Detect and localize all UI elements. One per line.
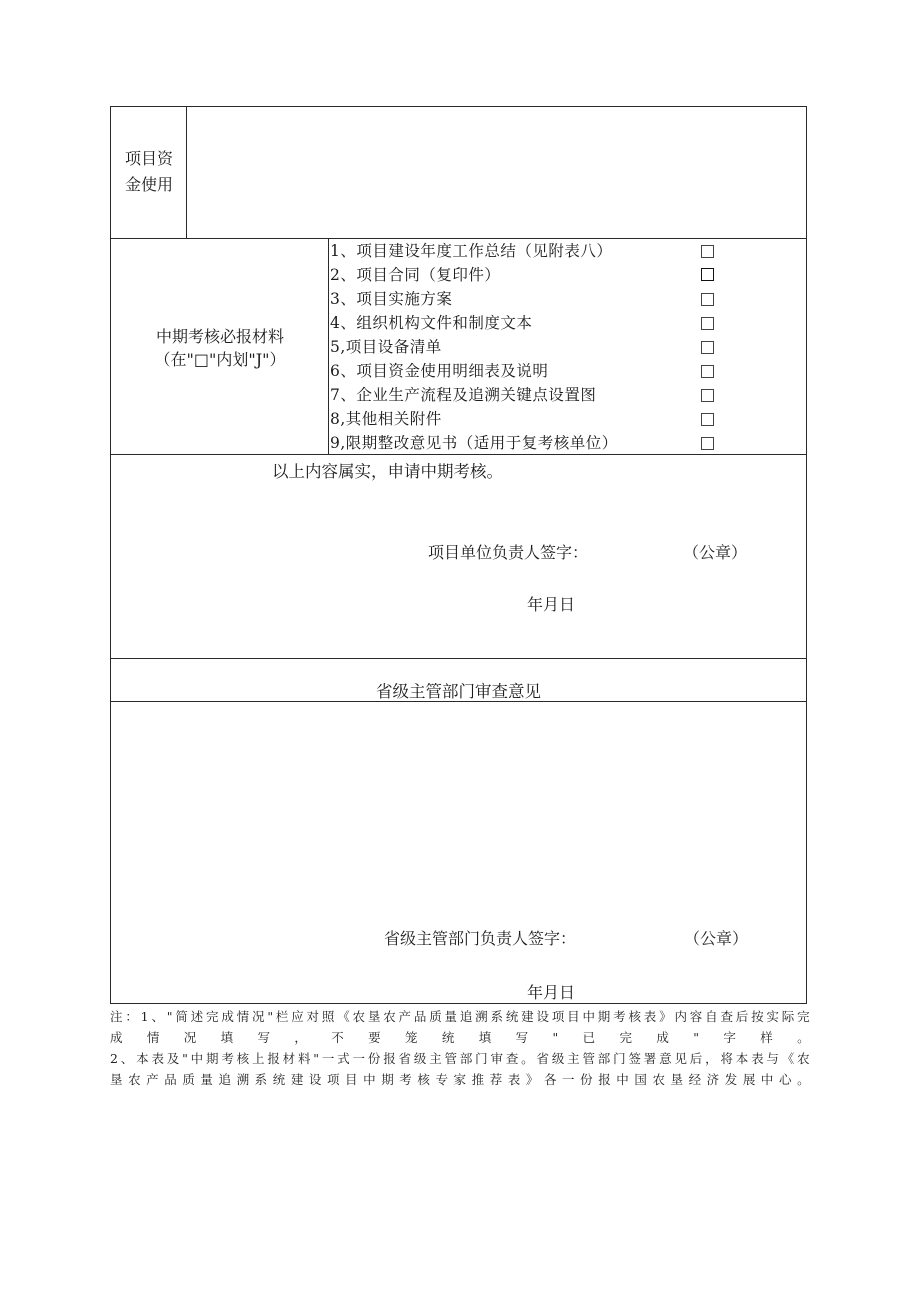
unit-signer-label: 项目单位负责人签字：: [428, 543, 589, 562]
material-item: 7、企业生产流程及追溯关键点设置图: [330, 386, 597, 404]
provincial-opinion-field[interactable]: [111, 702, 806, 922]
footnote-line: 垦农产品质量追溯系统建设项目中期考核专家推荐表》各一份报中国农垦经济发展中心。: [110, 1072, 810, 1087]
material-checkbox[interactable]: [701, 341, 714, 354]
fund-use-field[interactable]: [187, 107, 806, 238]
material-checkbox[interactable]: [701, 437, 714, 450]
provincial-review-heading: 省级主管部门审查意见: [376, 682, 541, 701]
material-checkbox[interactable]: [701, 245, 714, 258]
material-item: 5,项目设备清单: [330, 338, 442, 356]
material-checkbox[interactable]: [701, 268, 714, 281]
provincial-date-label: 年月日: [527, 983, 576, 1002]
material-checkbox[interactable]: [701, 317, 714, 330]
material-checkbox[interactable]: [701, 389, 714, 402]
midterm-review-form: [110, 106, 807, 1004]
material-item: 1、项目建设年度工作总结（见附表八）: [330, 242, 613, 260]
divider-materials-col: [328, 238, 329, 454]
material-item: 4、组织机构文件和制度文本: [330, 314, 533, 332]
fund-use-label: 项目资金使用: [124, 149, 173, 194]
provincial-signer-label: 省级主管部门负责人签字：: [384, 929, 577, 948]
unit-date-label: 年月日: [527, 595, 576, 614]
material-checkbox[interactable]: [701, 293, 714, 306]
footnote: [110, 1006, 810, 1090]
provincial-seal-label: （公章）: [684, 929, 749, 948]
material-item: 8,其他相关附件: [330, 410, 442, 428]
border-bottom: [110, 1003, 807, 1004]
border-right: [806, 106, 807, 1004]
material-checkbox[interactable]: [701, 413, 714, 426]
material-item: 3、项目实施方案: [330, 290, 453, 308]
material-item: 2、项目合同（复印件）: [330, 266, 501, 284]
footnote-line: 成情况填写，不要笼统填写"已完成"字样。: [110, 1030, 810, 1045]
material-checkbox[interactable]: [701, 365, 714, 378]
material-item: 9,限期整改意见书（适用于复考核单位）: [330, 434, 618, 452]
divider-declaration: [110, 658, 807, 659]
declaration-statement: 以上内容属实，申请中期考核。: [272, 462, 503, 481]
footnote-line: 2、本表及"中期考核上报材料"一式一份报省级主管部门审查。省级主管部门签署意见后，将本表与《农: [110, 1051, 810, 1066]
footnote-line: 注：1、"简述完成情况"栏应对照《农垦农产品质量追溯系统建设项目中期考核表》内容自查后按实际完: [110, 1009, 810, 1024]
material-item: 6、项目资金使用明细表及说明: [330, 362, 549, 380]
unit-seal-label: （公章）: [683, 543, 748, 562]
midterm-materials-label: 中期考核必报材料（在"□"内划"J"）: [154, 327, 286, 369]
